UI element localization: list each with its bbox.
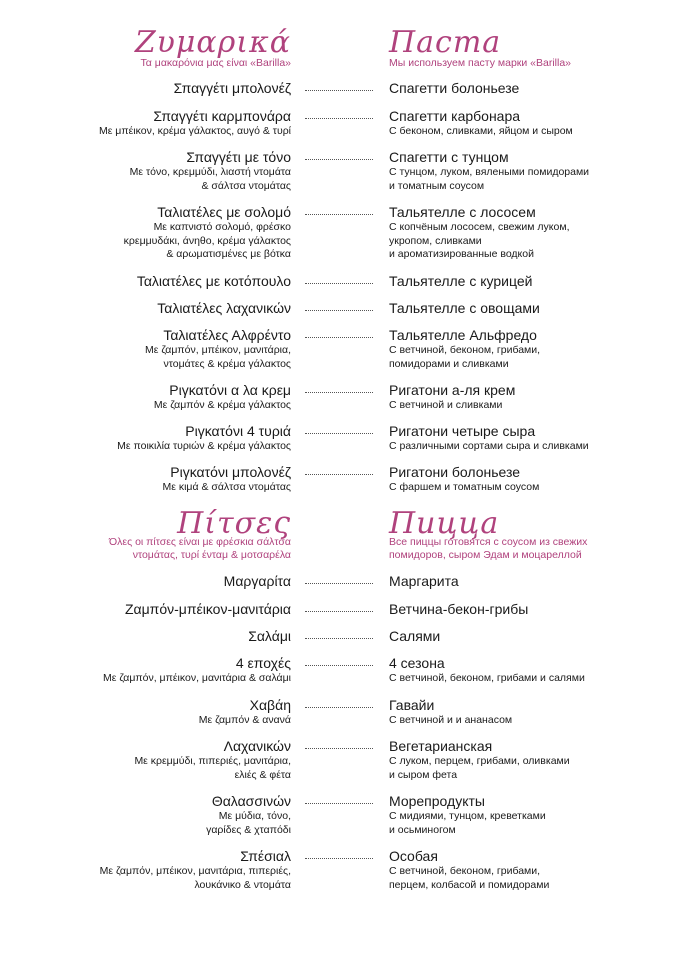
dish-description: С ветчиной, беконом, грибами, <box>389 865 541 877</box>
dotted-leader <box>305 611 373 612</box>
pasta-title-ru: Паста <box>389 25 502 60</box>
menu-item-gr <box>206 793 291 837</box>
dish-name: Спагетти карбонара <box>389 108 521 124</box>
dish-name: Вегетарианская <box>389 738 493 754</box>
dish-name: Спагетти с тунцом <box>389 149 509 165</box>
dish-description: Με καπνιστό σολομό, φρέσκο <box>153 221 291 233</box>
dotted-leader <box>305 583 373 584</box>
dish-description: и ароматизированные водкой <box>389 248 534 260</box>
menu-item-ru <box>389 108 573 139</box>
menu-item-gr <box>157 300 291 317</box>
dish-description: κρεμμυδάκι, άνηθο, κρέμα γάλακτος <box>123 234 291 247</box>
menu-item-ru <box>389 382 515 413</box>
dotted-leader <box>305 638 373 639</box>
menu-item-ru <box>389 793 546 837</box>
dotted-leader <box>305 858 373 859</box>
menu-item-ru <box>389 573 459 590</box>
dish-description: и сыром фета <box>389 768 458 781</box>
menu-item-gr <box>134 738 291 782</box>
dish-description: и томатным соусом <box>389 179 485 192</box>
dotted-leader <box>305 474 373 475</box>
dish-description: С мидиями, тунцом, креветками <box>389 810 546 822</box>
dish-description: укропом, сливками <box>389 234 482 247</box>
dish-name: Гавайи <box>389 697 435 713</box>
dish-name: Ταλιατέλες Αλφρέντο <box>163 327 291 343</box>
dotted-leader <box>305 392 373 393</box>
pizza-subtitle-ru <box>389 536 587 562</box>
dish-name: Салями <box>389 628 441 644</box>
dotted-leader <box>305 803 373 804</box>
dish-description: Με ζαμπόν & κρέμα γάλακτος <box>153 399 291 411</box>
menu-item-ru <box>389 464 539 495</box>
dish-description: & αρωματισμένες με βότκα <box>166 248 291 260</box>
dish-description: С луком, перцем, грибами, оливками <box>389 755 570 767</box>
dish-description: ελιές & φέτα <box>234 768 291 781</box>
dish-description: γαρίδες & χταπόδι <box>206 823 291 836</box>
dish-name: Σπαγγέτι μπολονέζ <box>173 80 291 96</box>
dish-name: Χαβάη <box>249 697 291 713</box>
dish-name: Спагетти болоньезе <box>389 80 520 96</box>
menu-item-ru <box>389 628 440 645</box>
menu-item-ru <box>389 300 540 317</box>
dish-name: Σαλάμι <box>248 628 291 644</box>
dish-name: Σπαγγέτι με τόνο <box>186 149 291 165</box>
menu-item-gr <box>248 628 291 645</box>
dish-name: Морепродукты <box>389 793 485 809</box>
pasta-subtitle-ru: Мы используем пасту марки «Barilla» <box>389 57 572 69</box>
menu-item-ru <box>389 149 589 193</box>
menu-item-ru <box>389 848 549 892</box>
dish-name: Μαργαρίτα <box>223 573 291 589</box>
menu-item-ru <box>389 697 512 728</box>
menu-item-gr <box>99 108 291 139</box>
dish-description: С копчёным лососем, свежим луком, <box>389 221 570 233</box>
dish-name: Ταλιατέλες με σολομό <box>157 204 291 220</box>
dish-name: Тальятелле Альфредо <box>389 327 537 343</box>
menu-item-ru <box>389 655 585 686</box>
dish-description: ντομάτες & κρέμα γάλακτος <box>163 357 291 370</box>
dish-description: Με ζαμπόν, μπέικον, μανιτάρια & σαλάμι <box>103 672 291 684</box>
pasta-subtitle-gr: Τα μακαρόνια μας είναι «Barilla» <box>140 57 291 69</box>
dish-name: 4 сезона <box>389 655 445 671</box>
subtitle-line: Όλες οι πίτσες είναι με φρέσκια σάλτσα <box>109 536 291 548</box>
dish-description: помидорами и сливками <box>389 357 509 370</box>
menu-item-gr <box>117 423 291 454</box>
menu-item-gr <box>199 697 291 728</box>
dish-name: Ταλιατέλες λαχανικών <box>157 300 291 316</box>
dotted-leader <box>305 118 373 119</box>
dotted-leader <box>305 214 373 215</box>
dish-description: Με τόνο, κρεμμύδι, λιαστή ντομάτα <box>129 166 291 178</box>
dish-name: Особая <box>389 848 438 864</box>
dotted-leader <box>305 433 373 434</box>
dish-name: Ζαμπόν-μπέικον-μανιτάρια <box>124 601 291 617</box>
dish-description: С ветчиной и сливками <box>389 399 503 411</box>
dotted-leader <box>305 310 373 311</box>
pizza-title-ru: Пицца <box>389 506 500 541</box>
dish-description: С ветчиной, беконом, грибами и салями <box>389 672 585 684</box>
dotted-leader <box>305 337 373 338</box>
dotted-leader <box>305 748 373 749</box>
dish-name: Маргарита <box>389 573 459 589</box>
dish-name: Σπαγγέτι καρμπονάρα <box>153 108 291 124</box>
dish-description: Με μπέικον, κρέμα γάλακτος, αυγό & τυρί <box>98 125 291 137</box>
dish-name: Λαχανικών <box>223 738 291 754</box>
dish-description: С беконом, сливками, яйцом и сыром <box>389 125 573 137</box>
dish-description: С различными сортами сыра и сливками <box>389 440 589 452</box>
dish-name: Σπέσιαλ <box>240 848 291 864</box>
menu-item-gr <box>145 327 291 371</box>
dotted-leader <box>305 283 373 284</box>
dish-description: Με μύδια, τόνο, <box>218 810 291 822</box>
dish-name: Тальятелле с лососем <box>389 204 536 220</box>
dish-description: С фаршем и томатным соусом <box>389 481 540 493</box>
dish-name: Ригатони а-ля крем <box>389 382 516 398</box>
dotted-leader <box>305 90 373 91</box>
menu-item-ru <box>389 601 528 618</box>
dotted-leader <box>305 665 373 666</box>
dish-description: Με ζαμπόν, μπέικον, μανιτάρια, πιπεριές, <box>99 865 291 877</box>
menu-item-gr <box>174 80 291 97</box>
pasta-title-gr: Ζυμαρικά <box>134 25 291 60</box>
menu-item-gr <box>100 848 291 892</box>
dish-description: λουκάνικο & ντομάτα <box>194 878 291 891</box>
dish-description: С ветчиной и и ананасом <box>389 714 513 726</box>
dish-description: перцем, колбасой и помидорами <box>389 878 550 891</box>
dish-description: и осьминогом <box>389 823 456 836</box>
dotted-leader <box>305 707 373 708</box>
dotted-leader <box>305 159 373 160</box>
dish-description: & σάλτσα ντομάτας <box>201 179 291 192</box>
menu-item-gr <box>130 149 291 193</box>
dish-description: Με κιμά & σάλτσα ντομάτας <box>162 481 291 493</box>
dish-name: Θαλασσινών <box>211 793 291 809</box>
dish-name: Ριγκατόνι 4 τυριά <box>185 423 291 439</box>
menu-item-gr <box>124 204 291 262</box>
dish-description: С тунцом, луком, вялеными помидорами <box>389 166 590 178</box>
dish-name: 4 εποχές <box>235 655 291 671</box>
subtitle-line: Все пиццы готовятся с соусом из свежих <box>389 536 588 548</box>
dish-description: Με κρεμμύδι, πιπεριές, μανιτάρια, <box>134 755 291 767</box>
dish-name: Ригатони четыре сыра <box>389 423 536 439</box>
dish-description: С ветчиной, беконом, грибами, <box>389 344 541 356</box>
menu-item-gr <box>154 382 291 413</box>
menu-item-ru <box>389 327 540 371</box>
dish-description: Με ποικιλία τυριών & κρέμα γάλακτος <box>117 440 291 452</box>
menu-item-gr <box>137 273 291 290</box>
dish-description: Με ζαμπόν, μπέικον, μανιτάρια, <box>145 344 291 356</box>
pizza-title-gr: Πίτσες <box>177 506 291 541</box>
dish-name: Тальятелле с курицей <box>389 273 533 289</box>
menu-item-ru <box>389 204 569 262</box>
menu-item-ru <box>389 738 570 782</box>
dish-name: Ταλιατέλες με κοτόπουλο <box>136 273 291 289</box>
menu-item-gr <box>125 601 291 618</box>
subtitle-line: ντομάτας, τυρί ένταμ & μοτσαρέλα <box>132 549 291 561</box>
menu-item-gr <box>224 573 291 590</box>
dish-name: Ριγκατόνι α λα κρεμ <box>169 382 291 398</box>
menu-item-gr <box>163 464 292 495</box>
dish-name: Ветчина-бекон-грибы <box>389 601 529 617</box>
menu-item-gr <box>103 655 291 686</box>
dish-name: Ригатони болоньезе <box>389 464 521 480</box>
pizza-subtitle-gr <box>109 536 291 562</box>
dish-name: Ριγκατόνι μπολονέζ <box>170 464 291 480</box>
dish-name: Тальятелле с овощами <box>389 300 540 316</box>
dish-description: Με ζαμπόν & ανανά <box>198 714 291 726</box>
menu-item-ru <box>389 423 589 454</box>
menu-item-ru <box>389 273 532 290</box>
menu-item-ru <box>389 80 519 97</box>
subtitle-line: помидоров, сыром Эдам и моцареллой <box>389 549 582 561</box>
